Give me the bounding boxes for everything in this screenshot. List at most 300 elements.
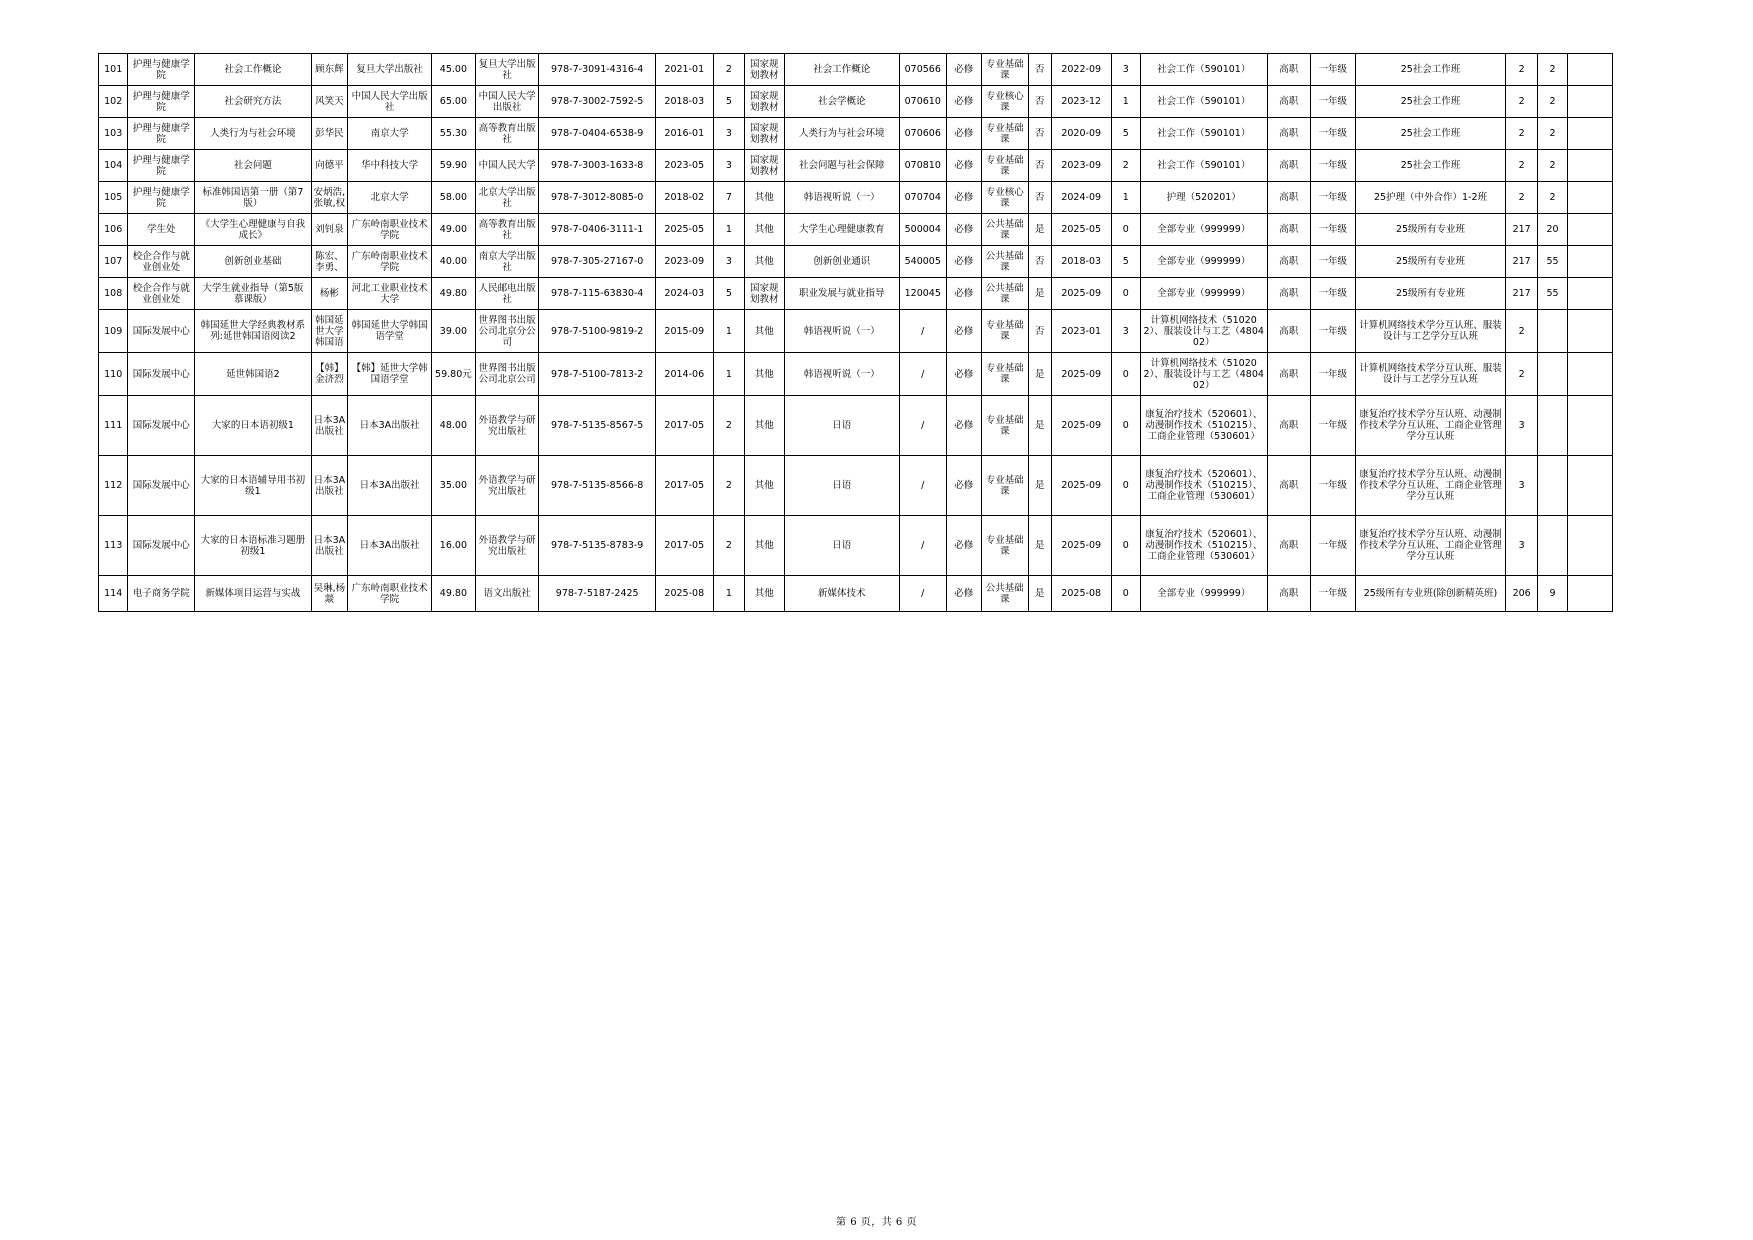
cell-years: 0 [1111, 516, 1140, 576]
cell-course-type: 公共基础课 [981, 278, 1028, 310]
cell-category: 国家规划教材 [745, 150, 784, 182]
cell-code: 500004 [899, 214, 946, 246]
cell-code: / [899, 353, 946, 396]
cell-years: 0 [1111, 278, 1140, 310]
cell-course-type: 专业基础课 [981, 396, 1028, 456]
cell-pub-unit: 河北工业职业技术大学 [348, 278, 432, 310]
cell-select-date: 2025-08 [1051, 576, 1111, 612]
cell-isbn: 978-7-5135-8567-5 [539, 396, 655, 456]
cell-pub-date: 2017-05 [655, 516, 713, 576]
cell-flag: 是 [1028, 214, 1051, 246]
cell-select-date: 2025-09 [1051, 396, 1111, 456]
cell-dept: 国际发展中心 [128, 396, 195, 456]
cell-select-date: 2022-09 [1051, 54, 1111, 86]
cell-classes: 计算机网络技术学分互认班、服装设计与工艺学分互认班 [1355, 310, 1506, 353]
cell-select-date: 2025-09 [1051, 456, 1111, 516]
cell-classes: 25社会工作班 [1355, 86, 1506, 118]
cell-n1: 217 [1506, 214, 1537, 246]
cell-category: 其他 [745, 246, 784, 278]
cell-author: 吴琳,杨燚 [311, 576, 347, 612]
cell-select-date: 2025-05 [1051, 214, 1111, 246]
cell-title: 大家的日本语辅导用书初级1 [195, 456, 311, 516]
cell-level: 高职 [1267, 118, 1311, 150]
cell-grade: 一年级 [1311, 353, 1356, 396]
cell-price: 58.00 [432, 182, 476, 214]
cell-title: 社会工作概论 [195, 54, 311, 86]
cell-author: 风笑天 [311, 86, 347, 118]
cell-grade: 一年级 [1311, 150, 1356, 182]
cell-note [1568, 118, 1613, 150]
cell-title: 大学生就业指导（第5版 慕课版） [195, 278, 311, 310]
cell-n1: 3 [1506, 516, 1537, 576]
cell-course-type: 专业基础课 [981, 310, 1028, 353]
cell-isbn: 978-7-3003-1633-8 [539, 150, 655, 182]
cell-code: 070610 [899, 86, 946, 118]
cell-no: 102 [99, 86, 128, 118]
cell-req: 必修 [946, 396, 981, 456]
cell-flag: 否 [1028, 150, 1051, 182]
cell-pub-unit: 北京大学 [348, 182, 432, 214]
cell-major: 社会工作（590101） [1140, 150, 1267, 182]
cell-select-date: 2024-09 [1051, 182, 1111, 214]
cell-n1: 3 [1506, 456, 1537, 516]
cell-price: 49.00 [432, 214, 476, 246]
cell-n1: 3 [1506, 396, 1537, 456]
cell-course: 韩语视听说（一） [784, 310, 899, 353]
cell-n2: 20 [1537, 214, 1567, 246]
cell-code: / [899, 576, 946, 612]
cell-dept: 电子商务学院 [128, 576, 195, 612]
cell-n2 [1537, 353, 1567, 396]
cell-dept: 国际发展中心 [128, 456, 195, 516]
cell-price: 55.30 [432, 118, 476, 150]
table-row [99, 118, 1613, 150]
cell-n2 [1537, 396, 1567, 456]
cell-author: 向德平 [311, 150, 347, 182]
cell-n1: 2 [1506, 310, 1537, 353]
cell-major: 计算机网络技术（510202）、服装设计与工艺（480402） [1140, 310, 1267, 353]
cell-classes: 25级所有专业班 [1355, 214, 1506, 246]
cell-select-date: 2023-09 [1051, 150, 1111, 182]
cell-flag: 否 [1028, 86, 1051, 118]
cell-code: 070566 [899, 54, 946, 86]
cell-author: 【韩】金济烈 [311, 353, 347, 396]
cell-edition: 1 [713, 310, 744, 353]
cell-note [1568, 182, 1613, 214]
cell-publisher: 复旦大学出版社 [475, 54, 539, 86]
cell-edition: 1 [713, 353, 744, 396]
cell-course-type: 专业核心课 [981, 182, 1028, 214]
cell-category: 其他 [745, 310, 784, 353]
cell-n2 [1537, 456, 1567, 516]
cell-code: / [899, 396, 946, 456]
cell-title: 新媒体项目运营与实战 [195, 576, 311, 612]
cell-title: 社会研究方法 [195, 86, 311, 118]
cell-pub-date: 2025-08 [655, 576, 713, 612]
cell-publisher: 高等教育出版社 [475, 118, 539, 150]
cell-major: 社会工作（590101） [1140, 118, 1267, 150]
cell-n2: 55 [1537, 246, 1567, 278]
cell-category: 国家规划教材 [745, 86, 784, 118]
cell-price: 59.80元 [432, 353, 476, 396]
cell-author: 杨彬 [311, 278, 347, 310]
cell-title: 大家的日本语初级1 [195, 396, 311, 456]
cell-title: 创新创业基础 [195, 246, 311, 278]
cell-flag: 是 [1028, 456, 1051, 516]
cell-category: 其他 [745, 576, 784, 612]
cell-major: 社会工作（590101） [1140, 54, 1267, 86]
cell-no: 110 [99, 353, 128, 396]
cell-course-type: 专业基础课 [981, 353, 1028, 396]
cell-level: 高职 [1267, 310, 1311, 353]
cell-edition: 3 [713, 150, 744, 182]
cell-publisher: 北京大学出版社 [475, 182, 539, 214]
cell-level: 高职 [1267, 246, 1311, 278]
cell-years: 1 [1111, 182, 1140, 214]
cell-grade: 一年级 [1311, 278, 1356, 310]
cell-no: 109 [99, 310, 128, 353]
cell-note [1568, 396, 1613, 456]
cell-edition: 2 [713, 516, 744, 576]
cell-select-date: 2023-12 [1051, 86, 1111, 118]
cell-code: 540005 [899, 246, 946, 278]
cell-level: 高职 [1267, 456, 1311, 516]
cell-select-date: 2023-01 [1051, 310, 1111, 353]
cell-author: 日本3A出版社 [311, 396, 347, 456]
cell-pub-date: 2023-05 [655, 150, 713, 182]
cell-select-date: 2025-09 [1051, 516, 1111, 576]
cell-grade: 一年级 [1311, 182, 1356, 214]
cell-course: 日语 [784, 456, 899, 516]
cell-course: 日语 [784, 516, 899, 576]
cell-course: 韩语视听说（一） [784, 353, 899, 396]
cell-no: 101 [99, 54, 128, 86]
cell-course: 新媒体技术 [784, 576, 899, 612]
cell-no: 108 [99, 278, 128, 310]
cell-isbn: 978-7-5100-9819-2 [539, 310, 655, 353]
cell-title: 延世韩国语2 [195, 353, 311, 396]
cell-price: 39.00 [432, 310, 476, 353]
cell-grade: 一年级 [1311, 456, 1356, 516]
cell-pub-date: 2014-06 [655, 353, 713, 396]
cell-title: 韩国延世大学经典教材系列:延世韩国语阅读2 [195, 310, 311, 353]
cell-n1: 2 [1506, 118, 1537, 150]
cell-no: 103 [99, 118, 128, 150]
cell-years: 1 [1111, 86, 1140, 118]
cell-dept: 护理与健康学院 [128, 150, 195, 182]
cell-no: 107 [99, 246, 128, 278]
cell-level: 高职 [1267, 54, 1311, 86]
cell-note [1568, 214, 1613, 246]
cell-flag: 否 [1028, 246, 1051, 278]
cell-req: 必修 [946, 118, 981, 150]
cell-flag: 否 [1028, 182, 1051, 214]
cell-course: 职业发展与就业指导 [784, 278, 899, 310]
cell-req: 必修 [946, 246, 981, 278]
cell-pub-unit: 广东岭南职业技术学院 [348, 246, 432, 278]
cell-req: 必修 [946, 214, 981, 246]
cell-flag: 是 [1028, 278, 1051, 310]
cell-years: 3 [1111, 310, 1140, 353]
cell-note [1568, 278, 1613, 310]
cell-n1: 217 [1506, 278, 1537, 310]
cell-category: 其他 [745, 182, 784, 214]
cell-pub-unit: 韩国延世大学韩国语学堂 [348, 310, 432, 353]
cell-n1: 2 [1506, 150, 1537, 182]
cell-title: 《大学生心理健康与自我成长》 [195, 214, 311, 246]
cell-note [1568, 310, 1613, 353]
cell-publisher: 中国人民大学 [475, 150, 539, 182]
cell-publisher: 中国人民大学出版社 [475, 86, 539, 118]
cell-edition: 5 [713, 278, 744, 310]
cell-publisher: 人民邮电出版社 [475, 278, 539, 310]
cell-pub-date: 2018-02 [655, 182, 713, 214]
cell-major: 康复治疗技术（520601）、动漫制作技术（510215）、工商企业管理（530601） [1140, 516, 1267, 576]
cell-grade: 一年级 [1311, 118, 1356, 150]
cell-grade: 一年级 [1311, 396, 1356, 456]
cell-price: 40.00 [432, 246, 476, 278]
cell-no: 112 [99, 456, 128, 516]
cell-classes: 25社会工作班 [1355, 150, 1506, 182]
table-row [99, 150, 1613, 182]
cell-grade: 一年级 [1311, 246, 1356, 278]
table-row [99, 278, 1613, 310]
cell-select-date: 2018-03 [1051, 246, 1111, 278]
cell-years: 5 [1111, 118, 1140, 150]
cell-category: 其他 [745, 516, 784, 576]
cell-level: 高职 [1267, 86, 1311, 118]
cell-grade: 一年级 [1311, 310, 1356, 353]
cell-code: / [899, 310, 946, 353]
cell-n2: 2 [1537, 86, 1567, 118]
cell-course: 社会问题与社会保障 [784, 150, 899, 182]
cell-edition: 3 [713, 118, 744, 150]
cell-edition: 1 [713, 214, 744, 246]
table-row [99, 576, 1613, 612]
cell-pub-unit: 【韩】延世大学韩国语学堂 [348, 353, 432, 396]
cell-grade: 一年级 [1311, 54, 1356, 86]
table-row [99, 516, 1613, 576]
cell-price: 16.00 [432, 516, 476, 576]
cell-flag: 否 [1028, 118, 1051, 150]
cell-course-type: 公共基础课 [981, 214, 1028, 246]
cell-edition: 3 [713, 246, 744, 278]
table-row [99, 182, 1613, 214]
cell-note [1568, 353, 1613, 396]
cell-publisher: 语文出版社 [475, 576, 539, 612]
cell-course: 社会工作概论 [784, 54, 899, 86]
page-footer: 第 6 页，共 6 页 [836, 1217, 917, 1228]
cell-n2: 9 [1537, 576, 1567, 612]
cell-price: 59.90 [432, 150, 476, 182]
cell-course-type: 公共基础课 [981, 576, 1028, 612]
cell-classes: 25级所有专业班 [1355, 278, 1506, 310]
cell-grade: 一年级 [1311, 214, 1356, 246]
cell-note [1568, 456, 1613, 516]
cell-no: 105 [99, 182, 128, 214]
cell-classes: 康复治疗技术学分互认班、动漫制作技术学分互认班、工商企业管理学分互认班 [1355, 456, 1506, 516]
cell-years: 0 [1111, 576, 1140, 612]
cell-author: 日本3A出版社 [311, 456, 347, 516]
cell-major: 社会工作（590101） [1140, 86, 1267, 118]
table-row [99, 456, 1613, 516]
cell-dept: 国际发展中心 [128, 310, 195, 353]
cell-code: 070810 [899, 150, 946, 182]
cell-course-type: 专业基础课 [981, 150, 1028, 182]
cell-dept: 国际发展中心 [128, 353, 195, 396]
cell-price: 45.00 [432, 54, 476, 86]
cell-course: 大学生心理健康教育 [784, 214, 899, 246]
cell-flag: 否 [1028, 54, 1051, 86]
cell-req: 必修 [946, 278, 981, 310]
cell-years: 2 [1111, 150, 1140, 182]
cell-course-type: 专业基础课 [981, 516, 1028, 576]
cell-category: 国家规划教材 [745, 54, 784, 86]
cell-course-type: 专业基础课 [981, 54, 1028, 86]
cell-author: 彭华民 [311, 118, 347, 150]
cell-pub-unit: 日本3A出版社 [348, 516, 432, 576]
cell-flag: 是 [1028, 576, 1051, 612]
cell-course: 社会学概论 [784, 86, 899, 118]
cell-price: 35.00 [432, 456, 476, 516]
cell-pub-date: 2025-05 [655, 214, 713, 246]
cell-grade: 一年级 [1311, 86, 1356, 118]
cell-n2 [1537, 516, 1567, 576]
cell-n2: 55 [1537, 278, 1567, 310]
cell-pub-date: 2023-09 [655, 246, 713, 278]
cell-dept: 学生处 [128, 214, 195, 246]
cell-publisher: 外语教学与研究出版社 [475, 456, 539, 516]
cell-major: 康复治疗技术（520601）、动漫制作技术（510215）、工商企业管理（530601） [1140, 456, 1267, 516]
cell-req: 必修 [946, 86, 981, 118]
cell-n1: 206 [1506, 576, 1537, 612]
cell-years: 0 [1111, 353, 1140, 396]
cell-title: 人类行为与社会环境 [195, 118, 311, 150]
cell-publisher: 世界图书出版公司北京公司 [475, 353, 539, 396]
cell-classes: 计算机网络技术学分互认班、服装设计与工艺学分互认班 [1355, 353, 1506, 396]
cell-pub-date: 2024-03 [655, 278, 713, 310]
textbook-table [98, 53, 1613, 612]
cell-grade: 一年级 [1311, 516, 1356, 576]
cell-req: 必修 [946, 576, 981, 612]
cell-isbn: 978-7-305-27167-0 [539, 246, 655, 278]
cell-course-type: 专业核心课 [981, 86, 1028, 118]
cell-isbn: 978-7-0404-6538-9 [539, 118, 655, 150]
cell-code: / [899, 516, 946, 576]
cell-isbn: 978-7-5100-7813-2 [539, 353, 655, 396]
cell-course: 日语 [784, 396, 899, 456]
cell-isbn: 978-7-5135-8783-9 [539, 516, 655, 576]
cell-select-date: 2025-09 [1051, 353, 1111, 396]
cell-pub-unit: 中国人民大学出版社 [348, 86, 432, 118]
cell-isbn: 978-7-115-63830-4 [539, 278, 655, 310]
cell-course: 人类行为与社会环境 [784, 118, 899, 150]
cell-publisher: 外语教学与研究出版社 [475, 516, 539, 576]
cell-level: 高职 [1267, 214, 1311, 246]
cell-select-date: 2020-09 [1051, 118, 1111, 150]
cell-req: 必修 [946, 516, 981, 576]
table-row [99, 214, 1613, 246]
cell-classes: 康复治疗技术学分互认班、动漫制作技术学分互认班、工商企业管理学分互认班 [1355, 516, 1506, 576]
cell-edition: 2 [713, 54, 744, 86]
table-row [99, 54, 1613, 86]
cell-note [1568, 86, 1613, 118]
cell-level: 高职 [1267, 516, 1311, 576]
cell-code: 070606 [899, 118, 946, 150]
cell-pub-date: 2016-01 [655, 118, 713, 150]
cell-dept: 国际发展中心 [128, 516, 195, 576]
cell-price: 49.80 [432, 576, 476, 612]
cell-pub-unit: 日本3A出版社 [348, 396, 432, 456]
cell-pub-date: 2021-01 [655, 54, 713, 86]
cell-isbn: 978-7-5187-2425 [539, 576, 655, 612]
cell-isbn: 978-7-3091-4316-4 [539, 54, 655, 86]
cell-level: 高职 [1267, 353, 1311, 396]
cell-author: 安炳浩,张敏,权 [311, 182, 347, 214]
cell-no: 104 [99, 150, 128, 182]
cell-edition: 5 [713, 86, 744, 118]
table-row [99, 396, 1613, 456]
cell-years: 0 [1111, 396, 1140, 456]
cell-author: 陈宏、李勇、 [311, 246, 347, 278]
cell-pub-date: 2017-05 [655, 456, 713, 516]
cell-years: 0 [1111, 214, 1140, 246]
cell-classes: 25级所有专业班(除创新精英班) [1355, 576, 1506, 612]
cell-edition: 1 [713, 576, 744, 612]
cell-pub-unit: 日本3A出版社 [348, 456, 432, 516]
cell-years: 0 [1111, 456, 1140, 516]
cell-major: 全部专业（999999） [1140, 246, 1267, 278]
cell-course-type: 公共基础课 [981, 246, 1028, 278]
cell-note [1568, 516, 1613, 576]
cell-pub-unit: 复旦大学出版社 [348, 54, 432, 86]
cell-course-type: 专业基础课 [981, 456, 1028, 516]
cell-isbn: 978-7-0406-3111-1 [539, 214, 655, 246]
cell-pub-unit: 华中科技大学 [348, 150, 432, 182]
cell-title: 大家的日本语标准习题册初级1 [195, 516, 311, 576]
table-row [99, 246, 1613, 278]
cell-n1: 2 [1506, 182, 1537, 214]
cell-title: 标准韩国语第一册（第7版） [195, 182, 311, 214]
cell-category: 国家规划教材 [745, 118, 784, 150]
cell-n2 [1537, 310, 1567, 353]
cell-category: 其他 [745, 456, 784, 516]
cell-dept: 校企合作与就业创业处 [128, 278, 195, 310]
cell-author: 顾东辉 [311, 54, 347, 86]
cell-pub-date: 2015-09 [655, 310, 713, 353]
cell-classes: 25社会工作班 [1355, 54, 1506, 86]
cell-category: 其他 [745, 353, 784, 396]
cell-major: 全部专业（999999） [1140, 214, 1267, 246]
cell-note [1568, 576, 1613, 612]
cell-dept: 护理与健康学院 [128, 118, 195, 150]
cell-publisher: 世界图书出版公司北京分公司 [475, 310, 539, 353]
cell-req: 必修 [946, 54, 981, 86]
cell-req: 必修 [946, 353, 981, 396]
cell-classes: 康复治疗技术学分互认班、动漫制作技术学分互认班、工商企业管理学分互认班 [1355, 396, 1506, 456]
cell-price: 65.00 [432, 86, 476, 118]
cell-dept: 校企合作与就业创业处 [128, 246, 195, 278]
cell-category: 国家规划教材 [745, 278, 784, 310]
cell-category: 其他 [745, 396, 784, 456]
cell-course: 韩语视听说（一） [784, 182, 899, 214]
cell-publisher: 外语教学与研究出版社 [475, 396, 539, 456]
cell-req: 必修 [946, 310, 981, 353]
cell-years: 3 [1111, 54, 1140, 86]
cell-n1: 2 [1506, 353, 1537, 396]
cell-author: 韩国延世大学韩国语 [311, 310, 347, 353]
cell-no: 106 [99, 214, 128, 246]
